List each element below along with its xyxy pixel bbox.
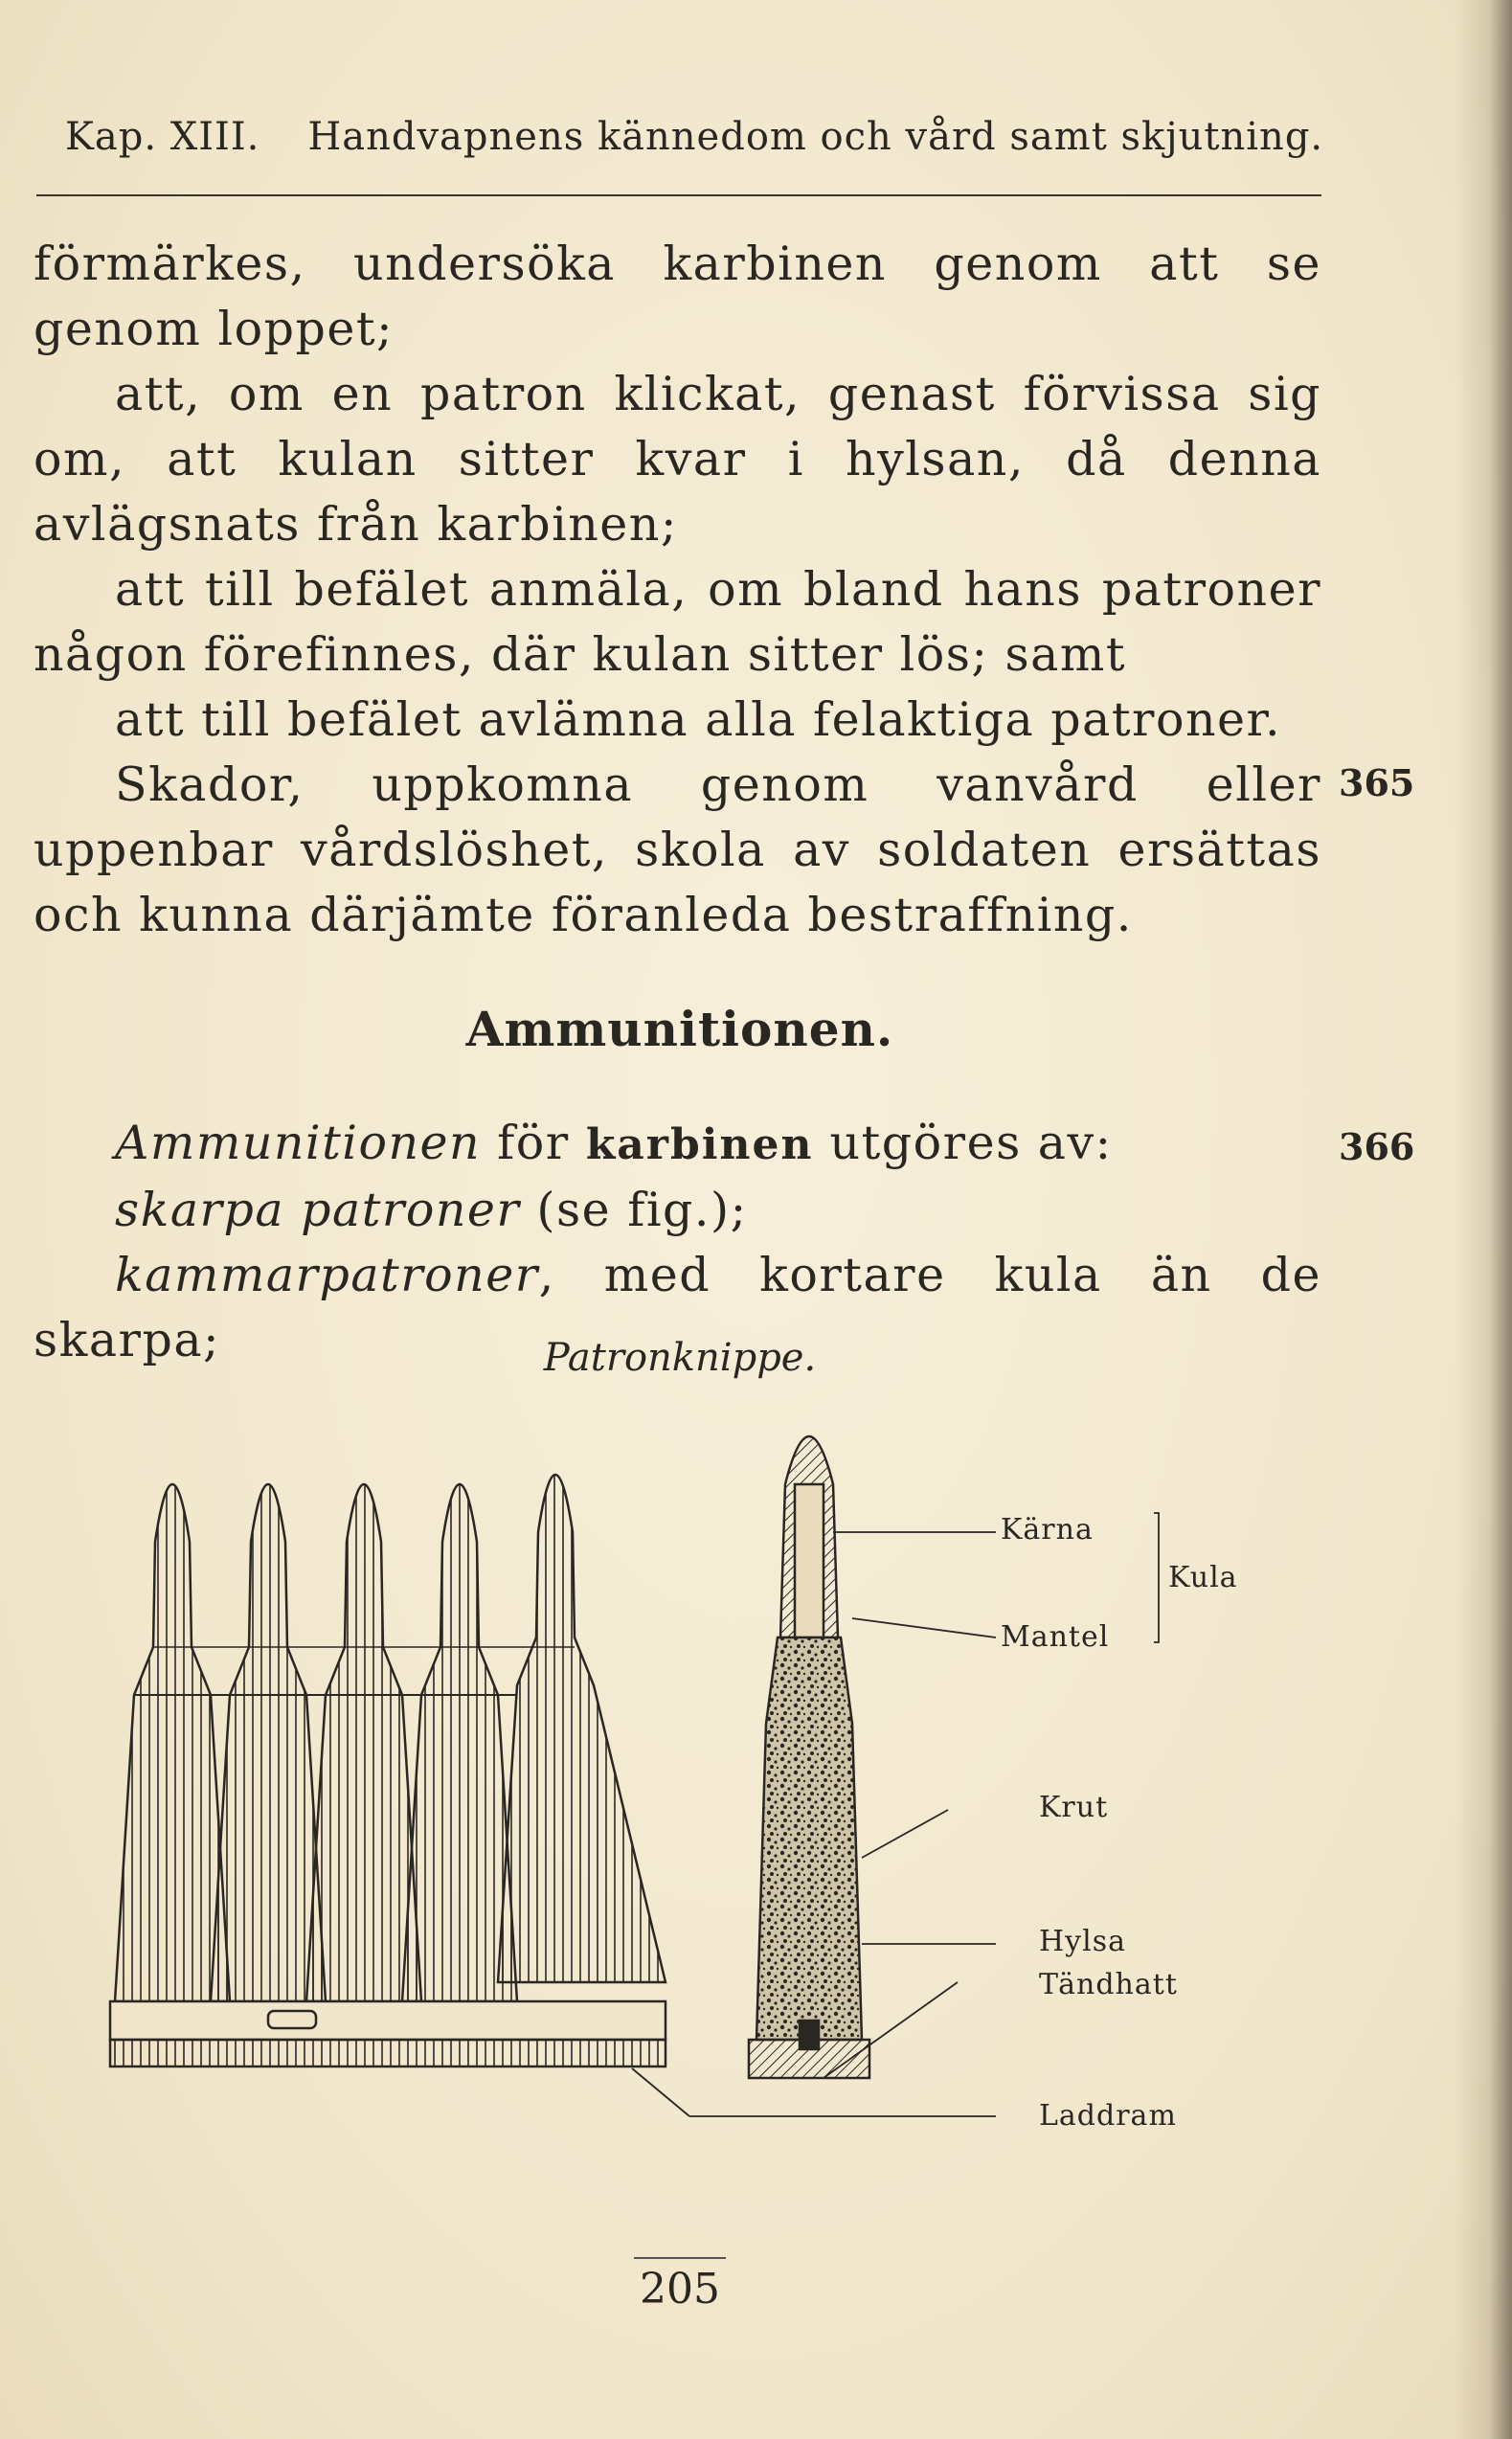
item2-rest: , med kortare kula än de skarpa; <box>34 1248 1321 1367</box>
label-laddram: Laddram <box>1039 2099 1177 2133</box>
item2-italic: kammarpatroner <box>115 1248 539 1302</box>
intro-end: utgöres av: <box>813 1116 1113 1170</box>
running-header <box>65 115 1324 159</box>
label-mantel: Mantel <box>1001 1620 1110 1654</box>
label-krut: Krut <box>1039 1791 1109 1824</box>
ammunition-text <box>34 1111 1321 1373</box>
intro-italic: Ammunitionen <box>115 1116 482 1170</box>
margin-number-366: 366 <box>1339 1125 1415 1168</box>
label-tandhatt: Tändhatt <box>1039 1968 1178 2001</box>
intro-mid: för <box>481 1116 586 1170</box>
chapter-label: Kap. XIII. <box>65 115 260 159</box>
header-rule <box>36 194 1321 196</box>
cartridge-clip <box>110 1475 666 2066</box>
body-text-block <box>34 232 1321 948</box>
intro-bold: karbinen <box>585 1120 814 1169</box>
paragraph-3: att till befälet anmäla, om bland hans patroner någon förefinnes, där kulan sitter lös; samt <box>34 562 1321 682</box>
paragraph-2: att, om en patron klickat, genast förvissa sig om, att kulan sitter kvar i hylsan, då denna avlägsnats från karbinen; <box>34 367 1321 552</box>
page-number <box>0 2265 1360 2314</box>
paragraph-4: att till befälet avlämna alla felaktiga patroner. <box>115 692 1282 747</box>
header-title: Handvapnens kännedom och vård samt skjutning. <box>307 115 1324 159</box>
label-kula: Kula <box>1168 1561 1238 1594</box>
page-edge-shadow <box>1455 0 1512 2439</box>
margin-number-365: 365 <box>1339 761 1415 804</box>
paragraph-1: förmärkes, undersöka karbinen genom att se genom loppet; <box>34 237 1321 356</box>
ammunition-item-1 <box>34 1178 1321 1243</box>
label-karna: Kärna <box>1001 1513 1094 1547</box>
item1-rest: (se fig.); <box>520 1183 748 1237</box>
label-hylsa: Hylsa <box>1039 1925 1126 1958</box>
ammunition-intro <box>34 1111 1321 1178</box>
page-number-text: 205 <box>640 2265 720 2314</box>
figure-caption: Patronknippe. <box>543 1336 817 1380</box>
paragraph-5: Skador, uppkomna genom vanvård eller uppenbar vårdslöshet, skola av soldaten ersättas och kunna därjämte föranleda bestraffning. <box>34 757 1321 942</box>
cartridge-clip-figure <box>96 1408 1245 2222</box>
item1-italic: skarpa patroner <box>115 1183 521 1237</box>
page-number-rule <box>634 2257 726 2259</box>
section-title: Ammunitionen. <box>465 1001 894 1057</box>
